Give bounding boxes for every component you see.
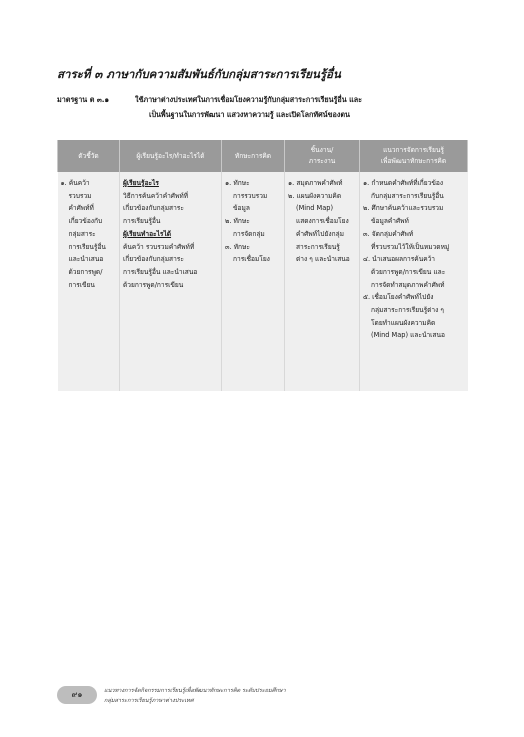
cell-line: การเรียนรู้อื่น bbox=[123, 217, 161, 226]
cell-line: รวบรวม bbox=[68, 191, 92, 200]
header-text: ภาระงาน bbox=[308, 157, 336, 165]
standard-line-1 bbox=[57, 92, 472, 107]
cell-line: ๓. จัดกลุ่มคำศัพท์ bbox=[363, 229, 414, 238]
cell-line: ด้วยการพูด/การเขียน bbox=[123, 280, 184, 289]
cell-line: การรวบรวม bbox=[233, 191, 268, 200]
header-indicator bbox=[58, 140, 120, 172]
header-text: ชิ้นงาน/ bbox=[310, 146, 334, 154]
cell-line: แสดงการเชื่อมโยง bbox=[296, 217, 349, 226]
cell-line: (Mind Map) bbox=[296, 204, 334, 213]
cell-line: การเชื่อมโยง bbox=[233, 255, 270, 264]
cell-workpiece bbox=[285, 172, 360, 391]
cell-line: การจัดกลุ่ม bbox=[233, 229, 265, 238]
table-row bbox=[58, 172, 468, 391]
cell-approach bbox=[360, 172, 468, 391]
cell-line: การจัดทำสมุดภาพคำศัพท์ bbox=[371, 280, 445, 289]
cell-line: ด้วยการพูด/ bbox=[68, 267, 103, 276]
cell-learner bbox=[120, 172, 222, 391]
cell-line: กลุ่มสาระ bbox=[68, 229, 96, 238]
footer-line-1: แนวทางการจัดกิจกรรมการเรียนรู้เพื่อพัฒนาทักษะการคิด ระดับประถมศึกษา bbox=[104, 688, 286, 694]
cell-line: โดยทำแผนผังความคิด bbox=[371, 318, 436, 327]
header-text: เพื่อพัฒนาทักษะการคิด bbox=[380, 157, 447, 165]
page-number: ๙๑ bbox=[57, 686, 97, 704]
standard-code: มาตรฐาน ต ๓.๑ bbox=[57, 95, 110, 104]
cell-line: ข้อมูล bbox=[233, 204, 250, 213]
cell-line: การเขียน bbox=[68, 280, 95, 289]
cell-line: สาระการเรียนรู้ bbox=[296, 242, 340, 251]
header-text: ทักษะการคิด bbox=[234, 151, 272, 160]
standard-heading bbox=[57, 92, 472, 122]
standard-line-2: เป็นพื้นฐานในการพัฒนา แสวงหาความรู้ และเปิดโลกทัศน์ของตน bbox=[149, 110, 350, 119]
cell-line: คำศัพท์ที่ bbox=[68, 204, 94, 213]
table-header-row bbox=[58, 140, 468, 172]
cell-line: ที่รวบรวมไว้ให้เป็นหมวดหมู่ bbox=[371, 242, 450, 251]
cell-subheading: ผู้เรียนทำอะไรได้ bbox=[123, 229, 172, 238]
cell-subheading: ผู้เรียนรู้อะไร bbox=[123, 179, 159, 187]
cell-indicator bbox=[58, 172, 120, 391]
cell-thinking-skill bbox=[222, 172, 285, 391]
cell-line: เกี่ยวข้องกับกลุ่มสาระ bbox=[123, 204, 184, 213]
footer-line-2: กลุ่มสาระการเรียนรู้ภาษาต่างประเทศ bbox=[104, 698, 194, 704]
header-learner bbox=[120, 140, 222, 172]
cell-line: เกี่ยวข้องกับกลุ่มสาระ bbox=[123, 255, 184, 264]
cell-line: ด้วยการพูด/การเขียน และ bbox=[371, 267, 446, 276]
header-approach bbox=[360, 140, 468, 172]
standard-text-1: ใช้ภาษาต่างประเทศในการเชื่อมโยงความรู้กับกลุ่มสาระการเรียนรู้อื่น และ bbox=[135, 95, 363, 104]
cell-line: ต่าง ๆ และนำเสนอ bbox=[296, 255, 350, 264]
cell-line: ๑. ค้นคว้า bbox=[60, 179, 90, 187]
footer-text bbox=[104, 686, 434, 706]
header-text: ผู้เรียนรู้อะไร/ทำอะไรได้ bbox=[136, 151, 205, 160]
cell-line: ๑. สมุดภาพคำศัพท์ bbox=[288, 179, 343, 187]
cell-line: ค้นคว้า รวบรวมคำศัพท์ที่ bbox=[123, 242, 195, 251]
cell-line: ๑. ทักษะ bbox=[225, 179, 250, 187]
cell-line: เกี่ยวข้องกับ bbox=[68, 217, 103, 226]
cell-line: ๒. แผนผังความคิด bbox=[288, 191, 342, 200]
cell-line: ๓. ทักษะ bbox=[225, 242, 250, 251]
header-text: ตัวชี้วัด bbox=[78, 151, 99, 160]
cell-line: ๑. กำหนดคำศัพท์ที่เกี่ยวข้อง bbox=[363, 179, 444, 187]
cell-line: ๒. ทักษะ bbox=[225, 217, 250, 226]
cell-line: การเรียนรู้อื่น bbox=[68, 242, 106, 251]
cell-line: (Mind Map) และนำเสนอ bbox=[371, 331, 445, 340]
page-title: สาระที่ ๓ ภาษากับความสัมพันธ์กับกลุ่มสาระการเรียนรู้อื่น bbox=[57, 67, 341, 81]
cell-line: ๒. ศึกษาค้นคว้าและรวบรวม bbox=[363, 204, 444, 213]
cell-line: กับกลุ่มสาระการเรียนรู้อื่น bbox=[371, 191, 444, 200]
cell-line: ๔. นำเสนอผลการค้นคว้า bbox=[363, 255, 436, 264]
cell-line: ๕. เชื่อมโยงคำศัพท์ไปยัง bbox=[363, 293, 434, 302]
header-text: แนวการจัดการเรียนรู้ bbox=[383, 146, 444, 154]
cell-line: คำศัพท์ไปยังกลุ่ม bbox=[296, 229, 344, 238]
learning-table bbox=[57, 140, 468, 391]
cell-line: วิธีการค้นคว้าคำศัพท์ที่ bbox=[123, 191, 189, 200]
header-thinking-skill bbox=[222, 140, 285, 172]
header-workpiece bbox=[285, 140, 360, 172]
cell-line: และนำเสนอ bbox=[68, 255, 104, 264]
cell-line: กลุ่มสาระการเรียนรู้ต่าง ๆ bbox=[371, 306, 444, 315]
cell-line: การเรียนรู้อื่น และนำเสนอ bbox=[123, 267, 198, 276]
cell-line: ข้อมูลคำศัพท์ bbox=[371, 217, 409, 226]
